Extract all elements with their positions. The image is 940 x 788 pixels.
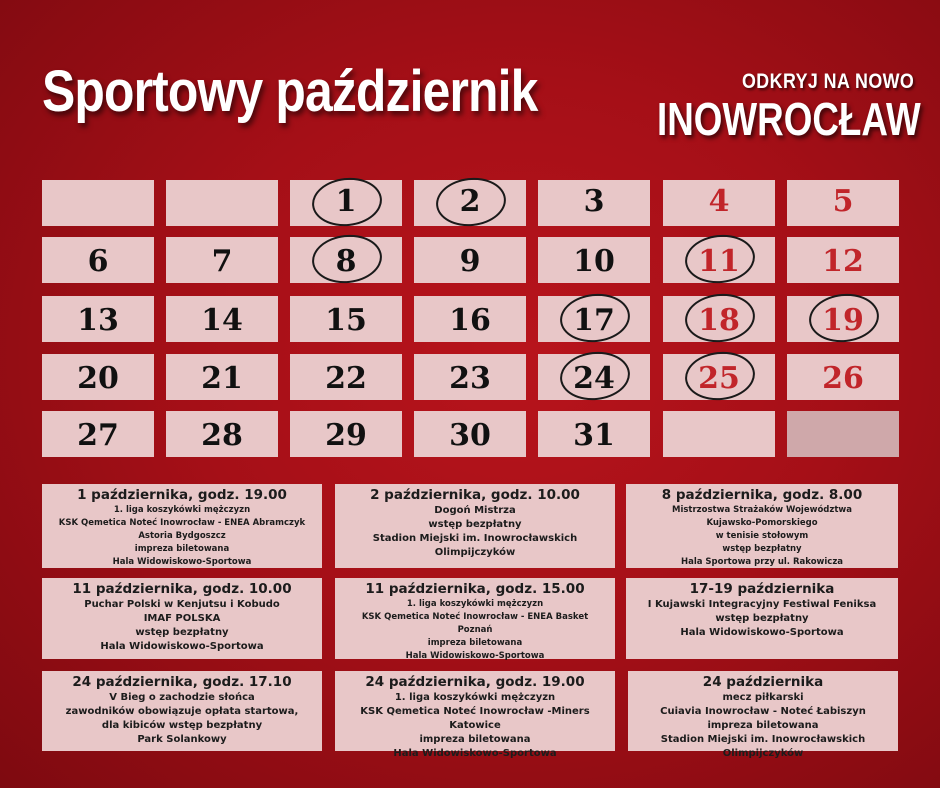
calendar-day [414, 411, 526, 457]
circle-mark-icon [683, 231, 758, 286]
day-number: 13 [77, 303, 119, 338]
event-detail: zawodników obowiązuje opłata startowa, [65, 706, 299, 717]
event-card [626, 578, 898, 659]
event-date: 24 października, godz. 17.10 [72, 674, 292, 690]
page-title: Sportowy październik [42, 59, 538, 124]
event-date: 17-19 października [689, 581, 835, 597]
event-detail: 1. liga koszykówki mężczyzn [406, 599, 544, 609]
calendar-day [290, 237, 402, 283]
event-detail: KSK Qemetica Noteć Inowrocław - ENEA Basket [361, 612, 589, 622]
day-number: 29 [325, 418, 367, 453]
day-number: 19 [822, 303, 864, 338]
event-detail: impreza biletowana [427, 638, 523, 648]
calendar-day [663, 354, 775, 400]
day-number: 22 [325, 361, 367, 396]
day-number: 5 [832, 184, 854, 219]
day-number: 31 [573, 418, 615, 453]
day-number: 24 [573, 361, 615, 396]
calendar-day [42, 411, 154, 457]
day-number: 21 [201, 361, 243, 396]
event-detail: Cuiavia Inowrocław - Noteć Łabiszyn [660, 706, 866, 717]
brand-logo: INOWROCŁAW [657, 93, 921, 145]
calendar-day [787, 354, 899, 400]
calendar-day [787, 180, 899, 226]
calendar-day [42, 296, 154, 342]
event-date: 2 października, godz. 10.00 [370, 487, 580, 503]
calendar-day [538, 411, 650, 457]
event-detail: Hala Widowiskowo-Sportowa [112, 557, 252, 567]
event-detail: Hala Widowiskowo-Sportowa [680, 627, 844, 638]
day-number: 4 [708, 184, 730, 219]
calendar-empty-cell [663, 411, 775, 457]
event-detail: impreza biletowana [419, 734, 531, 745]
day-number: 16 [449, 303, 491, 338]
calendar-day [663, 237, 775, 283]
event-detail: mecz piłkarski [722, 692, 804, 703]
event-card [42, 578, 322, 659]
event-date: 11 października, godz. 15.00 [365, 581, 585, 597]
calendar-day [414, 180, 526, 226]
day-number: 12 [822, 244, 864, 279]
event-detail: KSK Qemetica Noteć Inowrocław - ENEA Abramczyk [58, 518, 306, 528]
calendar-day [290, 180, 402, 226]
calendar-day [414, 237, 526, 283]
day-number: 2 [459, 184, 481, 219]
calendar-day [42, 354, 154, 400]
calendar-day [414, 296, 526, 342]
event-detail: Dogoń Mistrza [434, 505, 516, 516]
event-card [335, 578, 615, 659]
day-number: 3 [583, 184, 605, 219]
event-detail: w tenisie stołowym [715, 531, 809, 541]
event-detail: KSK Qemetica Noteć Inowrocław -Miners Katowice [360, 706, 590, 731]
brand-tagline: ODKRYJ NA NOWO [742, 70, 915, 93]
event-date: 1 października, godz. 19.00 [77, 487, 287, 503]
day-number: 15 [325, 303, 367, 338]
day-number: 6 [87, 244, 109, 279]
event-detail: Astoria Bydgoszcz [138, 531, 226, 541]
event-detail: impreza biletowana [707, 720, 819, 731]
event-detail: Hala Widowiskowo-Sportowa [100, 641, 264, 652]
day-number: 18 [698, 303, 740, 338]
day-number: 1 [335, 184, 357, 219]
calendar-day [42, 237, 154, 283]
event-detail: V Bieg o zachodzie słońca [109, 692, 255, 703]
calendar-day [166, 354, 278, 400]
event-detail: wstęp bezpłatny [135, 627, 229, 638]
day-number: 28 [201, 418, 243, 453]
day-number: 30 [449, 418, 491, 453]
calendar-day [538, 180, 650, 226]
event-date: 24 października [702, 674, 824, 690]
event-detail: Kujawsko-Pomorskiego [706, 518, 818, 528]
circle-mark-icon [310, 174, 385, 229]
event-card [42, 671, 322, 751]
calendar-day [663, 296, 775, 342]
calendar-empty-cell [166, 180, 278, 226]
event-detail: I Kujawski Integracyjny Festiwal Feniksa [647, 599, 877, 610]
day-number: 20 [77, 361, 119, 396]
day-number: 25 [698, 361, 740, 396]
day-number: 9 [459, 244, 481, 279]
event-date: 8 października, godz. 8.00 [661, 487, 863, 503]
event-card [335, 671, 615, 759]
calendar-empty-cell [787, 411, 899, 457]
calendar-day [663, 180, 775, 226]
event-detail: wstęp bezpłatny [428, 519, 522, 530]
circle-mark-icon [683, 290, 758, 345]
day-number: 23 [449, 361, 491, 396]
circle-mark-icon [683, 348, 758, 403]
event-detail: Stadion Miejski im. Inowrocławskich [372, 533, 578, 544]
calendar-day [538, 237, 650, 283]
event-detail: 1. liga koszykówki mężczyzn [394, 692, 556, 703]
event-detail: Puchar Polski w Kenjutsu i Kobudo [84, 599, 280, 610]
day-number: 7 [211, 244, 233, 279]
day-number: 8 [335, 244, 357, 279]
calendar-day [414, 354, 526, 400]
day-number: 17 [573, 303, 615, 338]
calendar-empty-cell [42, 180, 154, 226]
circle-mark-icon [558, 348, 633, 403]
calendar-day [166, 411, 278, 457]
circle-mark-icon [807, 290, 882, 345]
event-card [628, 671, 898, 759]
calendar-day [290, 411, 402, 457]
event-detail: Stadion Miejski im. Inowrocławskich Olimpijczyków [660, 734, 866, 759]
event-detail: wstęp bezpłatny [715, 613, 809, 624]
day-number: 14 [201, 303, 243, 338]
event-card [626, 484, 898, 568]
event-card [42, 484, 322, 568]
event-detail: Park Solankowy [137, 734, 227, 745]
calendar-day [290, 296, 402, 342]
calendar-day [290, 354, 402, 400]
calendar-day [538, 296, 650, 342]
event-detail: IMAF POLSKA [143, 613, 221, 624]
event-detail: dla kibiców wstęp bezpłatny [101, 720, 263, 731]
calendar-day [787, 237, 899, 283]
circle-mark-icon [310, 231, 385, 286]
calendar-day [166, 296, 278, 342]
event-detail: Olimpijczyków [434, 547, 516, 558]
event-detail: impreza biletowana [134, 544, 230, 554]
event-detail: Hala Widowiskowo-Sportowa [393, 748, 557, 759]
day-number: 11 [698, 244, 740, 279]
day-number: 26 [822, 361, 864, 396]
calendar-day [166, 237, 278, 283]
event-detail: Poznań [457, 625, 493, 635]
event-detail: wstęp bezpłatny [722, 544, 802, 554]
event-detail: Hala Sportowa przy ul. Rakowicza [680, 557, 844, 567]
calendar-day [538, 354, 650, 400]
event-date: 24 października, godz. 19.00 [365, 674, 585, 690]
circle-mark-icon [434, 174, 509, 229]
event-detail: 1. liga koszykówki mężczyzn [113, 505, 251, 515]
event-detail: Mistrzostwa Strażaków Województwa [672, 505, 852, 515]
event-detail: Hala Widowiskowo-Sportowa [405, 651, 545, 661]
event-date: 11 października, godz. 10.00 [72, 581, 292, 597]
day-number: 27 [77, 418, 119, 453]
day-number: 10 [573, 244, 615, 279]
circle-mark-icon [558, 290, 633, 345]
event-card [335, 484, 615, 568]
calendar-day [787, 296, 899, 342]
